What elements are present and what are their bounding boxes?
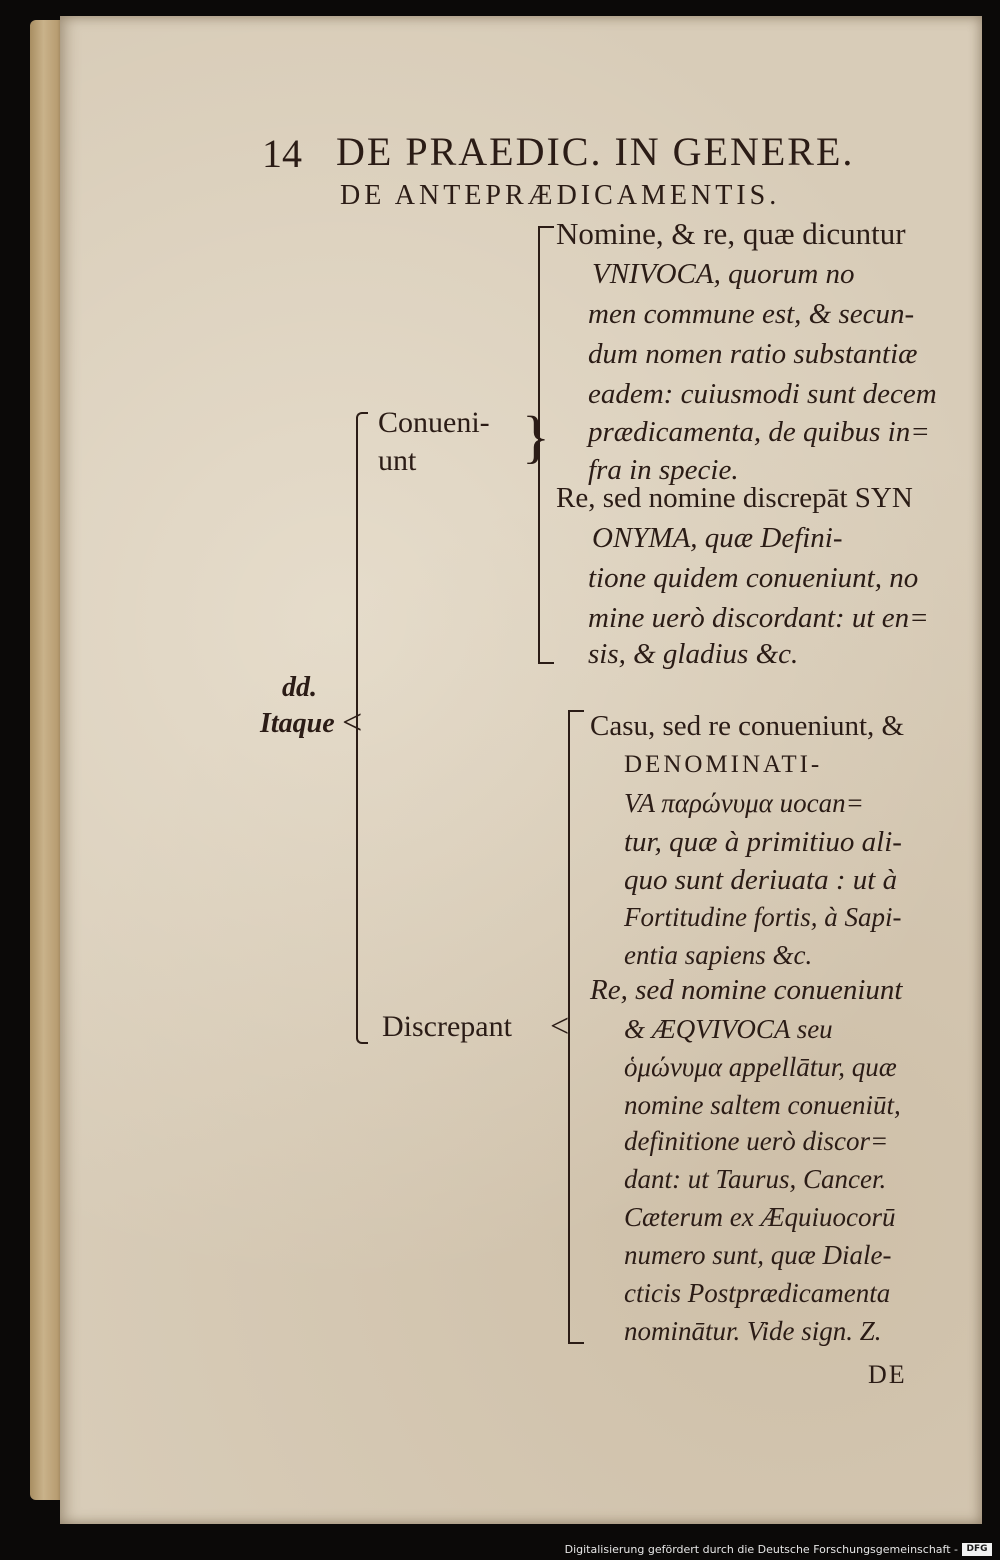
root-brace: <	[342, 702, 363, 742]
catchword: DE	[868, 1360, 907, 1389]
denominativa-line-6: Fortitudine fortis, à Sapi-	[624, 902, 902, 932]
univoca-line-4: dum nomen ratio substantiæ	[588, 338, 918, 370]
aequivoca-line-10: nominātur. Vide sign. Z.	[624, 1316, 882, 1346]
synonyma-line-1: Re, sed nomine discrepāt SYN	[556, 482, 913, 514]
book-spine-edge	[30, 20, 64, 1500]
aequivoca-line-5: definitione uerò discor=	[624, 1126, 889, 1156]
univoca-line-3: men commune est, & secun-	[588, 298, 915, 330]
aequivoca-line-2: & ÆQVIVOCA seu	[624, 1014, 833, 1044]
dfg-logo: DFG	[962, 1543, 992, 1556]
aequivoca-line-4: nomine saltem conueniūt,	[624, 1090, 901, 1120]
digitization-credit: Digitalisierung gefördert durch die Deutsche Forschungsgemeinschaft -	[564, 1543, 958, 1556]
univoca-line-5: eadem: cuiusmodi sunt decem	[588, 378, 937, 410]
denominativa-line-1: Casu, sed re conueniunt, &	[590, 710, 905, 742]
denominativa-line-3: VA παρώνυμα uocan=	[624, 788, 864, 818]
running-title: DE PRAEDIC. IN GENERE.	[336, 129, 855, 174]
root-label-itaque: Itaque	[260, 708, 335, 739]
conueniunt-label-line2: unt	[378, 444, 417, 477]
aequivoca-line-9: cticis Postprædicamenta	[624, 1278, 891, 1308]
discrepant-label: Discrepant	[382, 1010, 512, 1043]
conueniunt-brace: }	[522, 404, 550, 469]
aequivoca-line-7: Cæterum ex Æquiuocorū	[624, 1202, 896, 1232]
synonyma-line-4: mine uerò discordant: ut en=	[588, 602, 929, 634]
aequivoca-line-8: numero sunt, quæ Diale-	[624, 1240, 892, 1270]
conueniunt-bracket	[538, 226, 554, 664]
denominativa-line-5: quo sunt deriuata : ut à	[624, 864, 898, 896]
synonyma-line-5: sis, & gladius &c.	[588, 638, 799, 670]
synonyma-line-2: ONYMA, quæ Defini-	[592, 522, 843, 554]
aequivoca-line-6: dant: ut Taurus, Cancer.	[624, 1164, 887, 1194]
univoca-line-2: VNIVOCA, quorum no	[592, 258, 855, 290]
aequivoca-line-1: Re, sed nomine conueniunt	[590, 974, 903, 1006]
aequivoca-line-3: ὁμώνυμα appellātur, quæ	[624, 1052, 897, 1082]
main-bracket	[356, 412, 368, 1044]
conueniunt-label-line1: Conueni-	[378, 406, 490, 439]
univoca-line-1: Nomine, & re, quæ dicuntur	[556, 216, 906, 251]
discrepant-bracket	[568, 710, 584, 1344]
page-number: 14	[262, 131, 302, 176]
denominativa-line-2: DENOMINATI-	[624, 751, 823, 778]
univoca-line-7: fra in specie.	[588, 454, 739, 486]
denominativa-line-4: tur, quæ à primitiuo ali-	[624, 826, 902, 858]
denominativa-line-7: entia sapiens &c.	[624, 940, 813, 970]
root-label-dd: dd.	[282, 672, 317, 703]
discrepant-brace: <	[550, 1008, 570, 1045]
synonyma-line-3: tione quidem conueniunt, no	[588, 562, 919, 594]
univoca-line-6: prædicamenta, de quibus in=	[588, 416, 930, 448]
section-title: DE ANTEPRÆDICAMENTIS.	[340, 180, 781, 211]
